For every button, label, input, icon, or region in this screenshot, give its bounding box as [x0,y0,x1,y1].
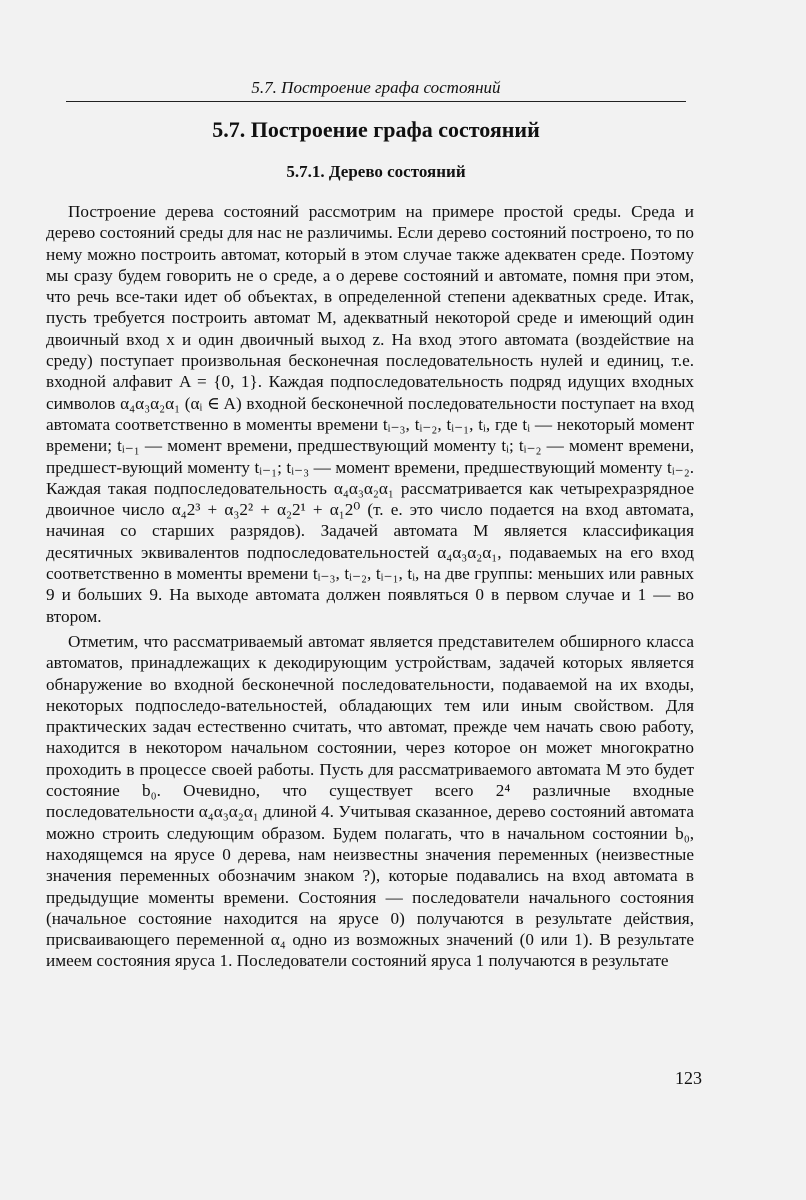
subsection-title: 5.7.1. Дерево состояний [286,162,466,181]
paragraph: Построение дерева состояний рассмотрим на примере простой среды. Среда и дерево состояний среды для нас не различимы. Если дерево состояний построено, то по нему можно построить автомат, который в этом случае также адекватен среде. Поэтому мы сразу будем говорить не о среде, а о дереве состояний и автомате, помня при этом, что речь все-таки идет об объектах, в определенной степени адекватных среде. Итак, пусть требуется построить автомат M, адекватный некоторой среде и имеющий один двоичный вход x и один двоичный выход z. На вход этого автомата (воздействие на среду) поступает произвольная бесконечная последовательность нулей и единиц, т.е. входной алфавит A = {0, 1}. Каждая подпоследовательность подряд идущих входных символов α₄α₃α₂α₁ (αᵢ ∈ A) входной бесконечной последовательности поступает на вход автомата соответственно в моменты времени tᵢ₋₃, tᵢ₋₂, tᵢ₋₁, tᵢ, где tᵢ — некоторый момент времени; tᵢ₋₁ — момент времени, предшествующий моменту tᵢ; tᵢ₋₂ — момент времени, предшест-вующий моменту tᵢ₋₁; tᵢ₋₃ — момент времени, предшествующий моменту tᵢ₋₂. Каждая такая подпоследовательность α₄α₃α₂α₁ рассматривается как четырехразрядное двоичное число α₄2³ + α₃2² + α₂2¹ + α₁2⁰ (т. е. это число подается на вход автомата, начиная со старших разрядов). Задачей автомата M является классификация десятичных эквивалентов подпоследовательностей α₄α₃α₂α₁, подаваемых на его вход соответственно в моменты времени tᵢ₋₃, tᵢ₋₂, tᵢ₋₁, tᵢ, на две группы: меньших или равных 9 и больших 9. На выходе автомата должен появляться 0 в первом случае и 1 — во втором. [46,202,694,626]
header-rule [66,101,686,102]
paragraph: Отметим, что рассматриваемый автомат является представителем обширного класса автоматов, принадлежащих к декодирующим устройствам, задачей которых является обнаружение во входной бесконечной последовательности, подаваемой на их входы, некоторых подпоследо-вательностей, обладающих тем или иным свойством. Для практических задач естественно считать, что автомат, прежде чем начать свою работу, находится в некотором начальном состоянии, через которое он может многократно проходить в процессе своей работы. Пусть для рассматриваемого автомата M это будет состояние b₀. Очевидно, что существует всего 2⁴ различные входные последовательности α₄α₃α₂α₁ длиной 4. Учитывая сказанное, дерево состояний автомата можно строить следующим образом. Будем полагать, что в начальном состоянии b₀, находящемся на ярусе 0 дерева, нам неизвестны значения переменных (неизвестные значения переменных обозначим знаком ?), которые подавались на вход автомата в предыдущие моменты времени. Состояния — последователи начального состояния (начальное состояние находится на ярусе 0) получаются в результате действия, присваивающего переменной α₄ одно из возможных значений (0 или 1). В результате имеем состояния яруса 1. Последователи состояний яруса 1 получаются в результате [46,631,694,971]
body-text [46,201,694,976]
running-head: 5.7. Построение графа состояний [251,78,501,97]
page-number: 123 [675,1068,702,1088]
section-title: 5.7. Построение графа состояний [212,117,540,142]
